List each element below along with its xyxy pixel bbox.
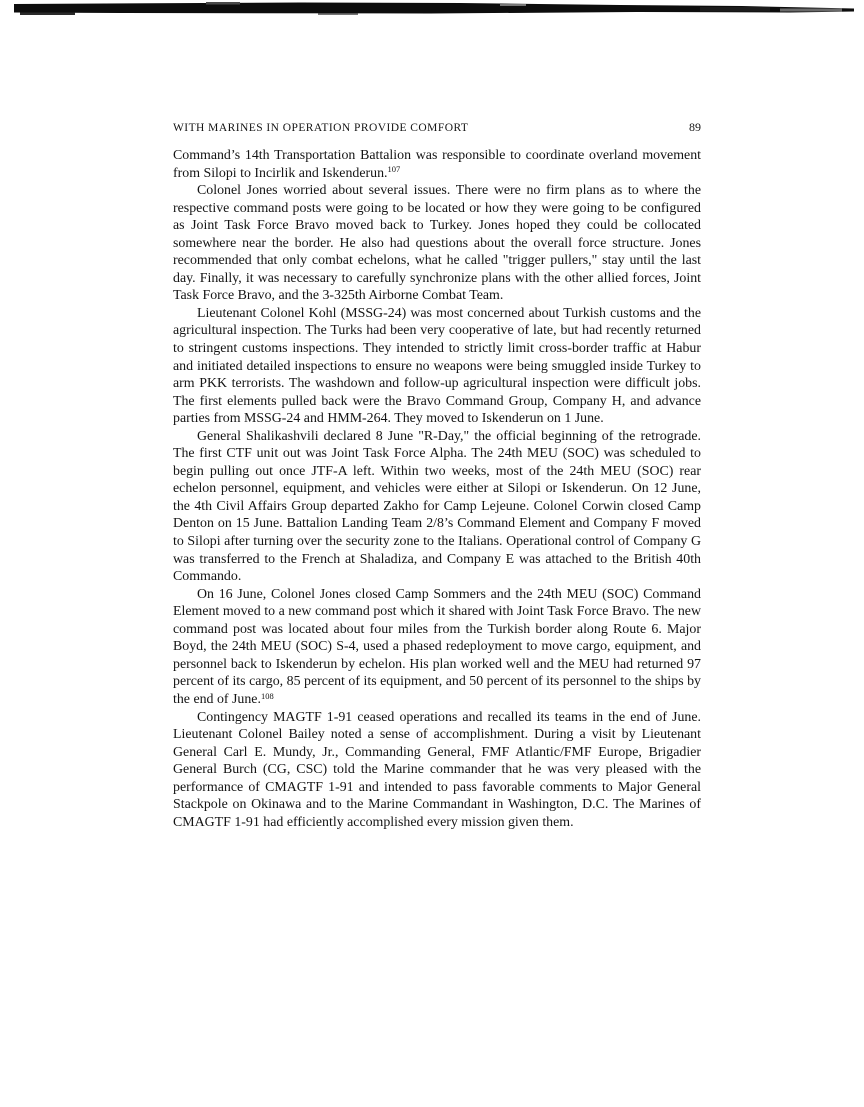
page-number: 89: [689, 120, 701, 134]
page-body: [173, 147, 701, 831]
paragraph-text: Command’s 14th Transportation Battalion was responsible to coordinate overland movement from Silopi to Incirlik and Iskenderun.: [173, 148, 701, 181]
paragraph-text: General Shalikashvili declared 8 June "R-Day," the official beginning of the retrograde. The first CTF unit out was Joint Task Force Alpha. The 24th MEU (SOC) was scheduled to begin pulling out once JTF-A left. Within two weeks, most of the 24th MEU (SOC) rear echelon personnel, equipment, and vehicles were either at Silopi or Iskenderun. On 12 June, the 4th Civil Affairs Group departed Zakho for Camp Lejeune. Colonel Corwin closed Camp Denton on 15 June. Battalion Landing Team 2/8’s Command Element and Company F moved to Silopi after turning over the security zone to the Italians. Operational control of Company G was transferred to the French at Shaladiza, and Company E was attached to the British 40th Commando.: [173, 428, 701, 585]
paragraph: [173, 428, 701, 586]
running-header-title: WITH MARINES IN OPERATION PROVIDE COMFORT: [173, 122, 469, 134]
paragraph-text: Lieutenant Colonel Kohl (MSSG-24) was most concerned about Turkish customs and the agricultural inspection. The Turks had been very cooperative of late, but had recently returned to stringent customs inspections. They intended to strictly limit cross-border traffic at Habur and initiated detailed inspections to ensure no weapons were being smuggled inside Turkey to arm PKK terrorists. The washdown and follow-up agricultural inspection were difficult jobs. The first elements pulled back were the Bravo Command Group, Company H, and advance parties from MSSG-24 and HMM-264. They moved to Iskenderun on 1 June.: [173, 305, 701, 427]
scan-artifact-top-bar: [0, 0, 864, 22]
paragraph-text: Colonel Jones worried about several issues. There were no firm plans as to where the respective command posts were going to be located or how they were going to be configured as Joint Task Force Bravo moved back to Turkey. Jones hoped they could be collocated somewhere near the border. He also had questions about the overall force structure. Jones recommended that only combat echelons, what he called "trigger pullers," stay until the last day. Finally, it was necessary to carefully synchronize plans with the other allied forces, Joint Task Force Bravo, and the 3-325th Airborne Combat Team.: [173, 183, 701, 304]
running-header: [173, 120, 701, 135]
paragraph-text: Contingency MAGTF 1-91 ceased operations and recalled its teams in the end of June. Lieutenant Colonel Bailey noted a sense of accomplishment. During a visit by Lieutenant General Carl E. Mundy, Jr., Commanding General, FMF Atlantic/FMF Europe, Brigadier General Burch (CG, CSC) told the Marine commander that he was very pleased with the performance of CMAGTF 1-91 and intended to pass favorable comments to Major General Stackpole on Okinawa and to the Marine Commandant in Washington, D.C. The Marines of CMAGTF 1-91 had efficiently accomplished every mission given them.: [173, 709, 701, 830]
paragraph: [173, 586, 701, 709]
paragraph-text: On 16 June, Colonel Jones closed Camp Sommers and the 24th MEU (SOC) Command Element moved to a new command post which it shared with Joint Task Force Bravo. The new command post was located about four miles from the Turkish border along Route 6. Major Boyd, the 24th MEU (SOC) S-4, used a phased redeployment to move cargo, equipment, and personnel back to Iskenderun by echelon. His plan worked well and the MEU had returned 97 percent of its cargo, 85 percent of its equipment, and 50 percent of its personnel to the ships by the end of June.: [173, 586, 701, 707]
paragraph: [173, 182, 701, 305]
paragraph: [173, 147, 701, 182]
paragraph: [173, 709, 701, 832]
footnote-reference: 108: [260, 690, 274, 701]
footnote-reference: 107: [387, 164, 401, 175]
paragraph: [173, 305, 701, 428]
